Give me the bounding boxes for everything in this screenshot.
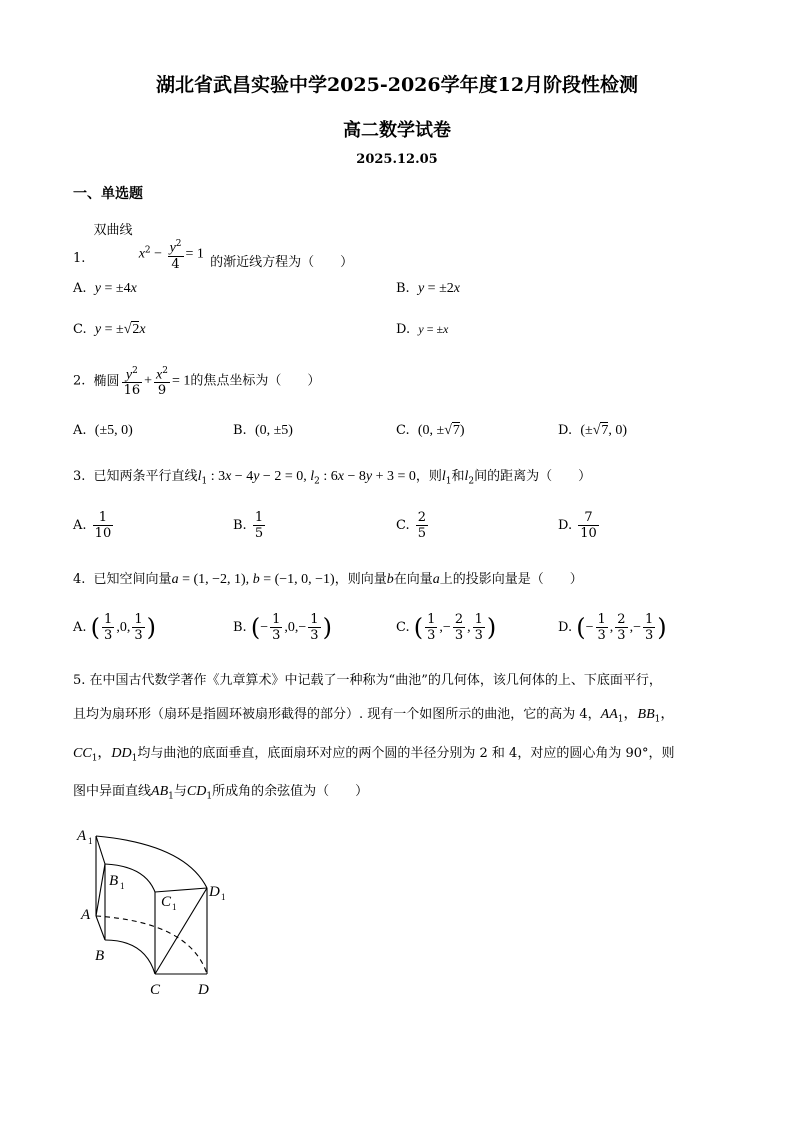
q5-line-2: 且均为扇环形（扇环是指圆环被扇形截得的部分）. 现有一个如图所示的曲池，它的高为 4，: [73, 707, 601, 722]
exam-date: 2025.12.05: [356, 152, 438, 167]
svg-text:1: 1: [88, 836, 93, 846]
q2-option-b: B. (0, ±5): [233, 423, 293, 438]
q1-option-a: A. y = ±4x: [73, 281, 137, 296]
q3-text-post: 间的距离为（ ）: [474, 469, 592, 484]
exam-subtitle: 高二数学试卷: [343, 120, 451, 141]
label-d1: D: [209, 884, 220, 900]
q1-option-b: B. y = ±2x: [396, 281, 460, 296]
q1-text-pre: 双曲线: [93, 223, 133, 238]
q4-option-c: C. ( $\frac{1}{3}$ ,− $\frac{2}{3}$ , $\frac{1}{3}$ ): [396, 612, 497, 643]
q4-number: 4.: [73, 572, 86, 587]
q1-option-d: D. y = ±x: [396, 322, 449, 337]
q5-number: 5.: [73, 673, 86, 688]
q4-text-pre: 已知空间向量: [93, 572, 172, 587]
q3-number: 3.: [73, 469, 86, 484]
q3-option-c: C. $\frac{2}{5}$: [396, 510, 427, 541]
q4-text-mid: ，则向量: [334, 572, 387, 587]
svg-text:1: 1: [172, 902, 177, 912]
q4-option-d: D. (− $\frac{1}{3}$ , $\frac{2}{3}$ ,− $\frac{1}{3}$ ): [558, 612, 667, 643]
q5-line-1: 在中国古代数学著作《九章算术》中记载了一种称为“曲池”的几何体，该几何体的上、下底面平行，: [89, 673, 662, 688]
q3-text-and: 和: [451, 469, 465, 484]
label-b: B: [95, 948, 105, 964]
q4-option-a: A. ( $\frac{1}{3}$ ,0, $\frac{1}{3}$ ): [73, 612, 156, 643]
q1-text-post: 的渐近线方程为（ ）: [210, 255, 354, 270]
segment-a-b1: [96, 864, 105, 916]
svg-text:1: 1: [221, 892, 226, 902]
curved-pool-figure: [70, 822, 240, 1002]
question-2: 2. 椭圆 $\frac{y^2}{16}$ + $\frac{x^2}{9}$ = 1的焦点坐标为（ ）: [73, 366, 321, 399]
section-heading: 一、单选题: [73, 186, 143, 202]
q4-option-b: B. (− $\frac{1}{3}$ ,0,− $\frac{1}{3}$ ): [233, 612, 332, 643]
label-b1: B: [109, 873, 119, 889]
q2-text-pre: 椭圆: [93, 373, 120, 389]
q4-text-mid2: 在向量: [393, 572, 433, 587]
q2-fraction-y: $\frac{y^2}{16}$: [123, 366, 141, 399]
exam-title: 湖北省武昌实验中学2025-2026学年度12月阶段性检测: [155, 74, 639, 96]
q1-number: 1.: [73, 251, 86, 266]
question-4: 4. 已知空间向量a = (1, −2, 1), b = (−1, 0, −1)，则向量b在向量a上的投影向量是（ ）: [73, 572, 583, 587]
q5-line-3: 均与曲池的底面垂直，底面扇环对应的两个圆的半径分别为 2 和 4，对应的圆心角为 90°，则: [137, 745, 675, 761]
svg-text:1: 1: [120, 881, 125, 891]
edge-a1-b1: [96, 836, 105, 864]
q5-line-4c: 所成角的余弦值为（ ）: [212, 784, 369, 800]
q5-line-4a: 图中异面直线: [73, 784, 152, 800]
q3-text-pre: 已知两条平行直线: [93, 469, 198, 484]
q2-fraction-x: $\frac{x^2}{9}$: [156, 366, 168, 399]
q1-option-c: C. y = ±√2x: [73, 322, 146, 337]
label-c1: C: [161, 894, 172, 910]
label-a: A: [81, 907, 91, 923]
label-c: C: [150, 982, 161, 998]
question-1: [73, 222, 353, 272]
q3-option-b: B. $\frac{1}{5}$: [233, 510, 264, 541]
q2-option-a: A. (±5, 0): [73, 423, 133, 438]
edge-a-b: [96, 916, 105, 940]
question-3: 3. 已知两条平行直线$l_1$ : 3x − 4y − 2 = 0, $l_2$ : 6x − 8y + 3 = 0，则$l_1$和$l_2$间的距离为（ ）: [73, 469, 592, 487]
q2-text-post: 的焦点坐标为（ ）: [190, 373, 321, 389]
q1-hyperbola-equation: $x^2$ − $\frac{y^2}{4}$ = 1: [138, 239, 204, 272]
inner-bottom-arc: [105, 940, 155, 974]
q4-text-post: 上的投影向量是（ ）: [439, 572, 583, 587]
question-5: 5. 在中国古代数学著作《九章算术》中记载了一种称为“曲池”的几何体，该几何体的上、下底面平行， 且均为扇环形（扇环是指圆环被扇形截得的部分）. 现有一个如图所示的曲池，它的高为 4，$AA_1$，$BB_1$， $CC_1$，$DD_1$均与曲池的底面垂直，底面扇环对应的两个圆的半径分别为 2 和 4，对应的圆心角为 90°，则 图中异面直线$AB_1$与$CD_1$所成角的余弦值为（ ）: [73, 673, 675, 802]
edge-c1-d1: [155, 888, 207, 892]
label-a1: A: [77, 828, 87, 844]
q3-option-d: D. $\frac{7}{10}$: [558, 510, 597, 541]
q5-line-4b: 与: [173, 784, 187, 800]
q2-option-c: C. (0, ±√7): [396, 423, 465, 438]
q3-option-a: A. $\frac{1}{10}$: [73, 510, 112, 541]
q2-number: 2.: [73, 373, 86, 389]
label-d: D: [198, 982, 209, 998]
q3-text-mid: ，则: [415, 469, 442, 484]
q2-option-d: D. (±√7, 0): [558, 423, 628, 438]
